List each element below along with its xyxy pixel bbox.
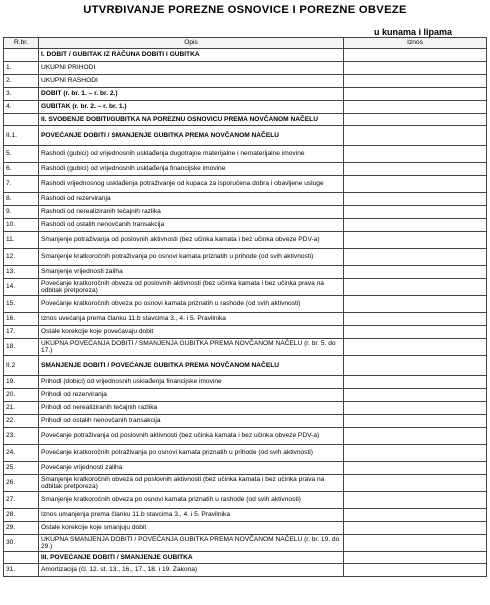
header-rb: R.br. (4, 38, 39, 49)
amount-cells-blank (344, 114, 487, 126)
amount-input-cells[interactable] (344, 88, 487, 101)
amount-input-cells[interactable] (344, 445, 487, 462)
row-number: 17. (4, 326, 39, 339)
row-number: 10. (4, 219, 39, 232)
row-description: Ostale korekcije koje povećavaju dobit (39, 326, 344, 339)
row-description: Iznos umanjenja prema članku 11.b stavcima 3., 4. i 5. Pravilnika (39, 509, 344, 522)
table-row (4, 492, 487, 509)
amount-input-cells[interactable] (344, 535, 487, 552)
amount-input-cells[interactable] (344, 266, 487, 279)
row-number: 13. (4, 266, 39, 279)
section-header-row (4, 552, 487, 564)
table-row (4, 219, 487, 232)
row-description: Ostale korekcije koje smanjuju dobit (39, 522, 344, 535)
amount-input-cells[interactable] (344, 146, 487, 163)
amount-input-cells[interactable] (344, 402, 487, 415)
row-description: UKUPNA SMANJENJA DOBITI / POVEĆANJA GUBITKA PREMA NOVČANOM NAČELU (r. br. 19. do 29.) (39, 535, 344, 552)
table-row (4, 176, 487, 193)
row-number: 6. (4, 163, 39, 176)
table-row (4, 445, 487, 462)
section-title: POVEĆANJE DOBITI / SMANJENJE GUBITKA PREMA NOVČANOM NAČELU (39, 126, 344, 146)
amount-input-cells[interactable] (344, 415, 487, 428)
table-row (4, 206, 487, 219)
amount-cells-blank (344, 552, 487, 564)
table-row (4, 101, 487, 114)
table-row (4, 339, 487, 356)
row-number: 3. (4, 88, 39, 101)
amount-input-cells[interactable] (344, 219, 487, 232)
row-description: Povećanje vrijednosti zaliha (39, 462, 344, 475)
section-header-row (4, 114, 487, 126)
amount-input-cells[interactable] (344, 101, 487, 114)
amount-input-cells[interactable] (344, 326, 487, 339)
row-number (4, 114, 39, 126)
currency-unit-note: u kunama i lipama (373, 27, 452, 37)
row-description: UKUPNA POVEĆANJA DOBITI / SMANJENJA GUBITKA PREMA NOVČANOM NAČELU (r. br. 5. do 17.) (39, 339, 344, 356)
row-description: Rashodi od nerealiziranih tečajnih razlika (39, 206, 344, 219)
table-row (4, 193, 487, 206)
table-row (4, 415, 487, 428)
row-number (4, 552, 39, 564)
row-description: Smanjenje kratkoročnih obveza od poslovnih aktivnosti (bez učinka kamata i bez učinka prava na odbitak pretporeza) (39, 475, 344, 492)
table-row (4, 376, 487, 389)
amount-input-cells[interactable] (344, 206, 487, 219)
row-number: 30. (4, 535, 39, 552)
row-description: DOBIT (r. br. 1. – r. br. 2.) (39, 88, 344, 101)
table-row (4, 266, 487, 279)
row-number: 25. (4, 462, 39, 475)
subsection-header-row (4, 126, 487, 146)
amount-input-cells[interactable] (344, 163, 487, 176)
amount-input-cells[interactable] (344, 522, 487, 535)
amount-input-cells[interactable] (344, 313, 487, 326)
header-opis: Opis (39, 38, 344, 49)
amount-input-cells[interactable] (344, 279, 487, 296)
section-title: III. POVEĆANJE DOBITI / SMANJENJE GUBITKA (39, 552, 344, 564)
row-number: 14. (4, 279, 39, 296)
table-row (4, 462, 487, 475)
amount-input-cells[interactable] (344, 389, 487, 402)
row-description: Povećanje potraživanja od poslovnih aktivnosti (bez učinka kamata i bez učinka obveze PDV-a) (39, 428, 344, 445)
table-row (4, 146, 487, 163)
row-number: 11. (4, 232, 39, 249)
row-description: UKUPNI RASHODI (39, 75, 344, 88)
amount-input-cells[interactable] (344, 376, 487, 389)
table-row (4, 326, 487, 339)
row-number: 21. (4, 402, 39, 415)
row-number: 2. (4, 75, 39, 88)
row-number: 29. (4, 522, 39, 535)
table-row (4, 535, 487, 552)
row-number: 1. (4, 62, 39, 75)
table-row (4, 279, 487, 296)
row-description: Povećanje kratkoročnih obveza po osnovi kamata priznatih u rashode (od svih aktivnosti) (39, 296, 344, 313)
row-description: GUBITAK (r. br. 2. – r. br. 1.) (39, 101, 344, 114)
amount-input-cells[interactable] (344, 75, 487, 88)
row-number: 18. (4, 339, 39, 356)
row-description: Smanjenje vrijednosti zaliha (39, 266, 344, 279)
row-number: II.2 (4, 356, 39, 376)
section-title: II. SVOĐENJE DOBITI/GUBITKA NA POREZNU OSNOVICU PREMA NOVČANOM NAČELU (39, 114, 344, 126)
row-number: 27. (4, 492, 39, 509)
amount-input-cells[interactable] (344, 428, 487, 445)
row-description: Rashodi (gubici) od vrijednosnih usklađenja financijske imovine (39, 163, 344, 176)
section-title: SMANJENJE DOBITI / POVEĆANJE GUBITKA PREMA NOVČANOM NAČELU (39, 356, 344, 376)
table-header-row (4, 38, 487, 49)
row-number: 15. (4, 296, 39, 313)
amount-input-cells[interactable] (344, 176, 487, 193)
row-number: II.1. (4, 126, 39, 146)
row-description: Smanjenje kratkoročnih obveza po osnovi kamata priznatih u rashode (od svih aktivnosti) (39, 492, 344, 509)
table-row (4, 509, 487, 522)
row-number: 8. (4, 193, 39, 206)
row-description: Smanjenje potraživanja od poslovnih aktivnosti (bez učinka kamata i bez učinka obveze PDV-a) (39, 232, 344, 249)
row-description: Prihodi (dobici) od vrijednosnih usklađenja financijske imovine (39, 376, 344, 389)
table-row (4, 88, 487, 101)
row-description: Iznos uvećanja prema članku 11.b stavcima 3., 4. i 5. Pravilnika (39, 313, 344, 326)
row-description: Prihodi od rezerviranja (39, 389, 344, 402)
amount-input-cells[interactable] (344, 296, 487, 313)
table-row (4, 428, 487, 445)
amount-cells-blank (344, 126, 487, 146)
row-description: Rashodi od rezerviranja (39, 193, 344, 206)
amount-input-cells[interactable] (344, 492, 487, 509)
amount-input-cells[interactable] (344, 462, 487, 475)
row-number: 5. (4, 146, 39, 163)
row-description: Prihodi od ostalih nenovčanih transakcija (39, 415, 344, 428)
amount-input-cells[interactable] (344, 62, 487, 75)
amount-input-cells[interactable] (344, 509, 487, 522)
row-number: 22. (4, 415, 39, 428)
row-number: 9. (4, 206, 39, 219)
table-row (4, 564, 487, 577)
row-number: 20. (4, 389, 39, 402)
row-number (4, 49, 39, 62)
table-row (4, 232, 487, 249)
table-row (4, 75, 487, 88)
amount-cells-blank (344, 49, 487, 62)
row-number: 4. (4, 101, 39, 114)
row-number: 7. (4, 176, 39, 193)
row-number: 12. (4, 249, 39, 266)
table-row (4, 62, 487, 75)
row-description: Rashodi od ostalih nenovčanih transakcija (39, 219, 344, 232)
tax-base-table (3, 37, 487, 577)
table-row (4, 389, 487, 402)
row-description: Rashodi vrijednosnog usklađenja potraživanje od kupaca za isporučena dobra i obavljene usluge (39, 176, 344, 193)
table-row (4, 522, 487, 535)
amount-input-cells[interactable] (344, 232, 487, 249)
form-title: UTVRĐIVANJE POREZNE OSNOVICE I POREZNE OBVEZE (83, 4, 407, 16)
row-description: Prihodi od nerealiziranih tečajnih razlika (39, 402, 344, 415)
amount-cells-blank (344, 356, 487, 376)
section-header-row (4, 49, 487, 62)
table-row (4, 249, 487, 266)
row-number: 23. (4, 428, 39, 445)
subsection-header-row (4, 356, 487, 376)
row-description: Rashodi (gubici) od vrijednosnih usklađenja dugotrajne materijalne i nematerijalne imovine (39, 146, 344, 163)
table-body (4, 49, 487, 577)
table-row (4, 313, 487, 326)
amount-input-cells[interactable] (344, 249, 487, 266)
row-number: 24. (4, 445, 39, 462)
row-description: Povećanje kratkoročnih obveza od poslovnih aktivnosti (bez učinka kamata i bez učinka prava na odbitak pretporeza) (39, 279, 344, 296)
amount-input-cells[interactable] (344, 475, 487, 492)
row-description: Smanjenje kratkoročnih potraživanja po osnovi kamata priznatih u prihode (od svih aktivnosti) (39, 249, 344, 266)
amount-input-cells[interactable] (344, 339, 487, 356)
row-description: UKUPNI PRIHODI (39, 62, 344, 75)
row-number: 28. (4, 509, 39, 522)
amount-input-cells[interactable] (344, 193, 487, 206)
section-title: I. DOBIT / GUBITAK IZ RAČUNA DOBITI I GUBITKA (39, 49, 344, 62)
header-iznos: Iznos (344, 38, 487, 49)
row-number: 31. (4, 564, 39, 577)
row-description: Povećanje kratkoročnih potraživanja po osnovi kamata priznatih u prihode (od svih aktivnosti) (39, 445, 344, 462)
table-row (4, 475, 487, 492)
row-number: 16. (4, 313, 39, 326)
row-description: Amortizacija (čl. 12. st. 13., 16., 17., 18. i 19. Zakona) (39, 564, 344, 577)
table-row (4, 402, 487, 415)
table-row (4, 163, 487, 176)
table-row (4, 296, 487, 313)
row-number: 26. (4, 475, 39, 492)
row-number: 19. (4, 376, 39, 389)
amount-input-cells[interactable] (344, 564, 487, 577)
